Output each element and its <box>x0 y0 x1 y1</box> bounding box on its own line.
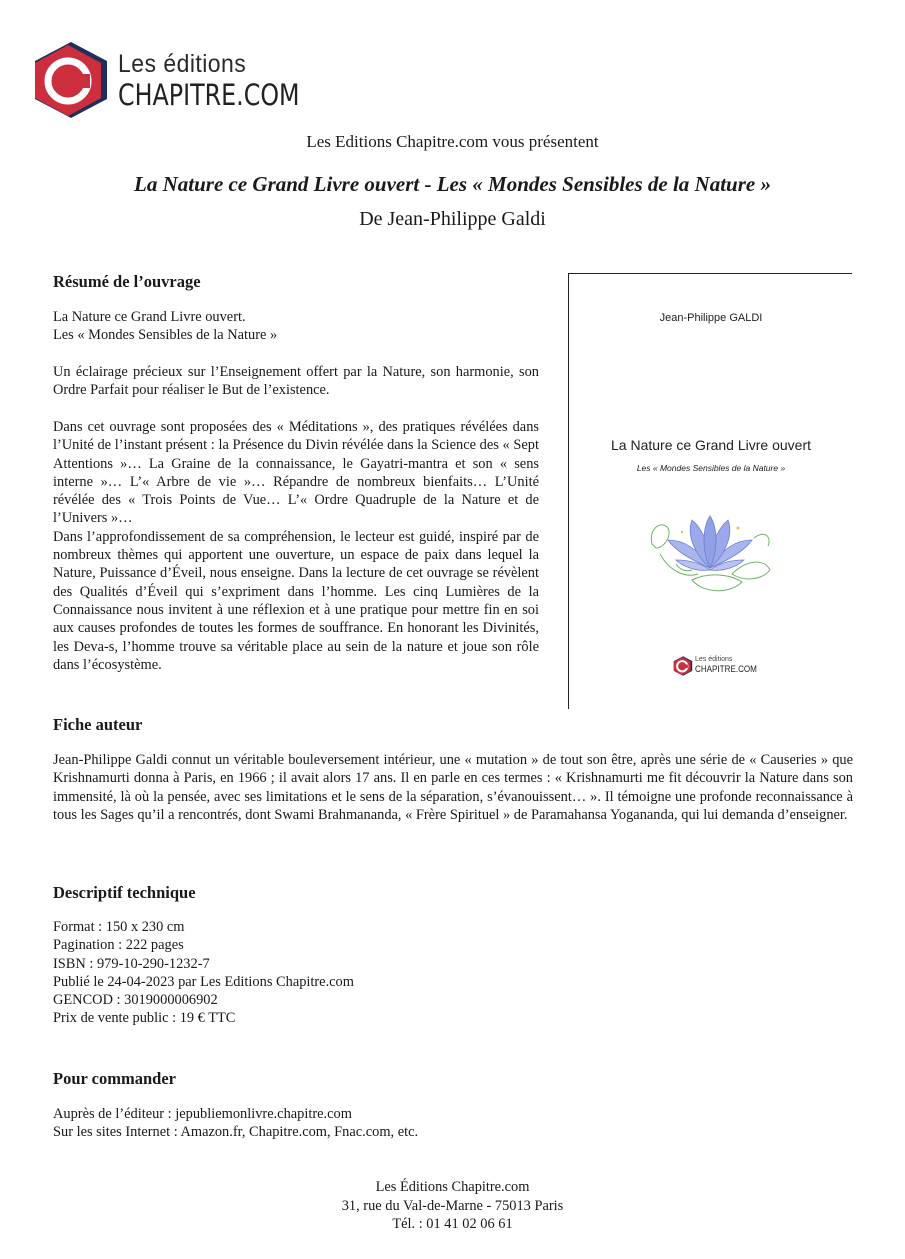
intro-line: Les Editions Chapitre.com vous présentent <box>306 132 599 151</box>
lotus-illustration-icon <box>646 514 776 598</box>
cover-author: Jean-Philippe GALDI <box>659 312 763 324</box>
book-cover <box>568 273 852 709</box>
order-details <box>53 1105 418 1142</box>
price-line: Prix de vente public : 19 € TTC <box>53 1010 236 1027</box>
cover-subtitle: Les « Mondes Sensibles de la Nature » <box>636 463 786 473</box>
author-bio <box>53 751 853 824</box>
technical-heading: Descriptif technique <box>53 883 196 902</box>
resume-paragraph-2 <box>53 418 539 674</box>
resume-intro <box>53 308 539 345</box>
cover-logo-line2: CHAPITRE.COM <box>695 664 757 675</box>
resume-heading: Résumé de l’ouvrage <box>53 272 201 291</box>
cover-logo-icon <box>673 655 693 677</box>
resume-p3: Dans cet ouvrage sont proposées des « Méditations », des pratiques révélées dans l’Unité de l’instant présent : la Présence du Divin révélée dans la Science des « Sept Attentions »… La Graine de la connaissance, le Gayatri-mantra et son « sens interne »… L’« Arbre de vie »… Répandre de nombreux bienfaits… L’Unité révélée des « Trois Points de Vue… L’« Ordre Quadruple de la Nature et de l’Univers »… <box>53 419 539 527</box>
footer-phone: Tél. : 01 41 02 06 61 <box>392 1216 513 1232</box>
order-websites-line: Sur les sites Internet : Amazon.fr, Chapitre.com, Fnac.com, etc. <box>53 1124 419 1141</box>
format-line: Format : 150 x 230 cm <box>53 919 185 935</box>
resume-paragraph-1 <box>53 363 539 400</box>
cover-title: La Nature ce Grand Livre ouvert <box>611 437 811 453</box>
isbn-line: ISBN : 979-10-290-1232-7 <box>53 955 210 972</box>
order-heading: Pour commander <box>53 1069 176 1088</box>
footer-address: 31, rue du Val-de-Marne - 75013 Paris <box>341 1197 564 1214</box>
resume-p4: Dans l’approfondissement de sa compréhension, le lecteur est guidé, inspiré par de nombreux thèmes qui apportent une ouverture, un espace de paix dans lequel la Nature, Puissance d’Éveil, nous enseigne. Dans la lecture de cet ouvrage se révèlent des Qualités d’Éveil qui s’expriment dans l’homme. Les cinq Lumières de la Connaissance nous invitent à une réflexion et à une pratique pour mettre fin en soi aux causes profondes de toutes les formes de souffrance. En honorant les Divinités, les Deva-s, l’homme trouve sa véritable place au sein de la nature et joue son rôle dans l’écosystème. <box>53 528 539 673</box>
footer-company: Les Éditions Chapitre.com <box>375 1179 530 1195</box>
resume-line-2: Les « Mondes Sensibles de la Nature » <box>53 327 278 344</box>
logo-text-line2: CHAPITRE.COM <box>118 78 300 112</box>
resume-p2: Un éclairage précieux sur l’Enseignement offert par la Nature, son harmonie, son Ordre Parfait pour réaliser le But de l’existence. <box>53 364 539 399</box>
book-author: De Jean-Philippe Galdi <box>359 208 546 230</box>
logo-text-line1: Les éditions <box>118 50 247 78</box>
author-bio-text: Jean-Philippe Galdi connut un véritable bouleversement intérieur, une « mutation » de tout son être, après une série de « Causeries » que Krishnamurti donna à Paris, en 1966 ; il avait alors 17 ans. Il en parle en ces termes : « Krishnamurti me fit découvrir la Nature dans son immensité, là où la pensée, avec ses limitations et le sens de la séparation, s’évanouissent… ». Il témoigne une profonde reconnaissance à tous les Sages qu’il a rencontrés, dont Swami Brahmananda, « Frère Spirituel » de Paramahansa Yogananda, qui lui demanda d’enseigner. <box>53 752 853 823</box>
technical-details <box>53 918 354 1028</box>
book-title: La Nature ce Grand Livre ouvert - Les « Mondes Sensibles de la Nature » <box>134 172 771 196</box>
pagination-line: Pagination : 222 pages <box>53 937 184 954</box>
cover-logo-line1: Les éditions <box>695 656 733 663</box>
cover-publisher-logo <box>673 655 757 679</box>
publisher-logo <box>32 40 302 120</box>
footer <box>0 1178 905 1234</box>
chapitre-logo-icon <box>32 40 110 120</box>
publication-line: Publié le 24-04-2023 par Les Editions Chapitre.com <box>53 973 354 990</box>
author-heading: Fiche auteur <box>53 715 143 734</box>
gencod-line: GENCOD : 3019000006902 <box>53 992 218 1009</box>
order-publisher-line: Auprès de l’éditeur : jepubliemonlivre.chapitre.com <box>53 1106 352 1122</box>
resume-line-1: La Nature ce Grand Livre ouvert. <box>53 309 246 325</box>
